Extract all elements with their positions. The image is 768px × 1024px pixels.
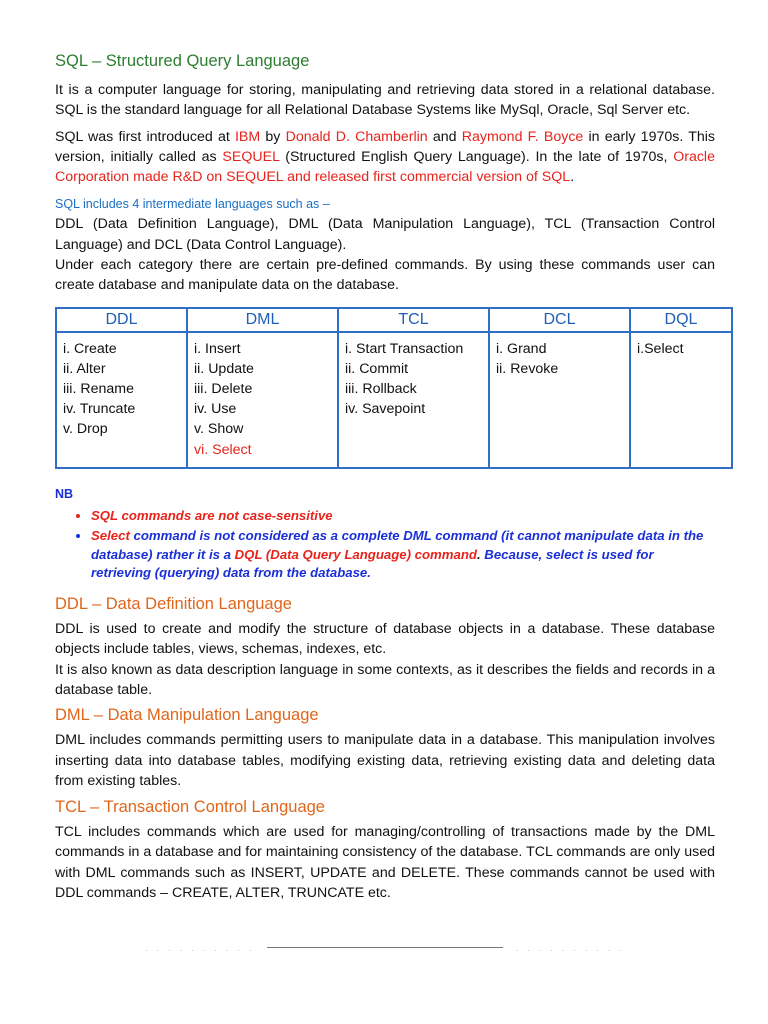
dql-commands-cell (631, 333, 731, 467)
list-item-select: vi. Select (194, 441, 252, 458)
list-item: v. Show (194, 421, 244, 438)
list-item: i. Start Transaction (345, 340, 464, 357)
list-item: iii. Rename (63, 381, 134, 398)
sublanguages-paragraph: DDL (Data Definition Language), DML (Data Manipulation Language), TCL (Transaction Control Language) and DCL (Data Control Language). (55, 216, 715, 253)
sequel-text: SEQUEL (222, 148, 280, 165)
table-header-row (57, 309, 731, 333)
list-item: i. Insert (194, 340, 241, 357)
list-item: iv. Truncate (63, 401, 136, 418)
commands-paragraph: Under each category there are certain pre-defined commands. By using these commands user can create database and manipulate data on the database. (55, 257, 715, 294)
tcl-heading: TCL – Transaction Control Language (55, 798, 325, 817)
note-select-command: • Select command is not considered as a complete DML command (it cannot manipulate data in the database) rather it is a DQL (Data Query Language) command. Because, select is used for retrieving (querying) data from the database. (91, 527, 715, 583)
ddl-commands-cell (57, 333, 188, 467)
header-dml: DML (188, 309, 339, 333)
footer-divider: · · · · · · · · · · · · · · · · · · · · (145, 945, 625, 955)
header-ddl: DDL (57, 309, 188, 333)
list-item: i.Select (637, 340, 684, 357)
table-row (57, 333, 731, 467)
list-item: ii. Alter (63, 360, 106, 377)
header-dql: DQL (631, 309, 731, 333)
list-item: iii. Rollback (345, 381, 417, 398)
ddl-paragraph-2: It is also known as data description language in some contexts, as it describes the fields and records in a database table. (55, 661, 715, 698)
sql-categories-table (55, 307, 733, 469)
nb-label: NB (55, 486, 74, 501)
list-item: ii. Revoke (496, 360, 559, 377)
oracle-text: Oracle Corporation made R&D on SEQUEL and released first commercial version of SQL (55, 148, 715, 186)
page-title: SQL – Structured Query Language (55, 52, 310, 70)
list-item: iv. Use (194, 401, 237, 418)
header-dcl: DCL (490, 309, 631, 333)
list-item: ii. Update (194, 360, 254, 377)
document-page (55, 52, 715, 903)
intro-paragraph: It is a computer language for storing, manipulating and retrieving data stored in a relational database. SQL is the standard language for all Relational Database Systems like MySql, Oracle, Sql Server etc. (55, 82, 715, 119)
ddl-paragraph-1: DDL is used to create and modify the structure of database objects in a database. These database objects include tables, views, schemas, indexes, etc. (55, 621, 715, 658)
history-paragraph: SQL was first introduced at IBM by Donald D. Chamberlin and Raymond F. Boyce in early 1970s. This version, initially called as SEQUEL (Structured English Query Language). In the late of 1970s, Oracle Corporation made R&D on SEQUEL and released first commercial version of SQL. (55, 128, 716, 186)
tcl-commands-cell (339, 333, 490, 467)
list-item: iii. Delete (194, 381, 253, 398)
sublanguages-heading: SQL includes 4 intermediate languages such as – (55, 197, 330, 212)
dml-heading: DML – Data Manipulation Language (55, 706, 319, 725)
boyce-text: Raymond F. Boyce (461, 128, 584, 145)
ddl-heading: DDL – Data Definition Language (55, 595, 292, 614)
list-item: v. Drop (63, 421, 108, 438)
nb-notes-list (55, 507, 715, 583)
dml-commands-cell (188, 333, 339, 467)
chamberlin-text: Donald D. Chamberlin (285, 128, 428, 145)
note-case-sensitive: • SQL commands are not case-sensitive (91, 507, 715, 526)
list-item: iv. Savepoint (345, 401, 426, 418)
list-item: i. Grand (496, 340, 547, 357)
header-tcl: TCL (339, 309, 490, 333)
dcl-commands-cell (490, 333, 631, 467)
list-item: i. Create (63, 340, 117, 357)
tcl-paragraph: TCL includes commands which are used for managing/controlling of transactions made by the DML commands in a database and for maintaining consistency of the database. TCL commands are only used with DML commands such as INSERT, UPDATE and DELETE. These commands cannot be used with DDL commands – CREATE, ALTER, TRUNCATE etc. (55, 824, 715, 902)
dml-paragraph: DML includes commands permitting users to manipulate data in a database. This manipulation involves inserting data into database tables, modifying existing data, retrieving existing data and deleting data from existing tables. (55, 732, 715, 789)
ibm-text: IBM (234, 128, 261, 145)
list-item: ii. Commit (345, 360, 409, 377)
